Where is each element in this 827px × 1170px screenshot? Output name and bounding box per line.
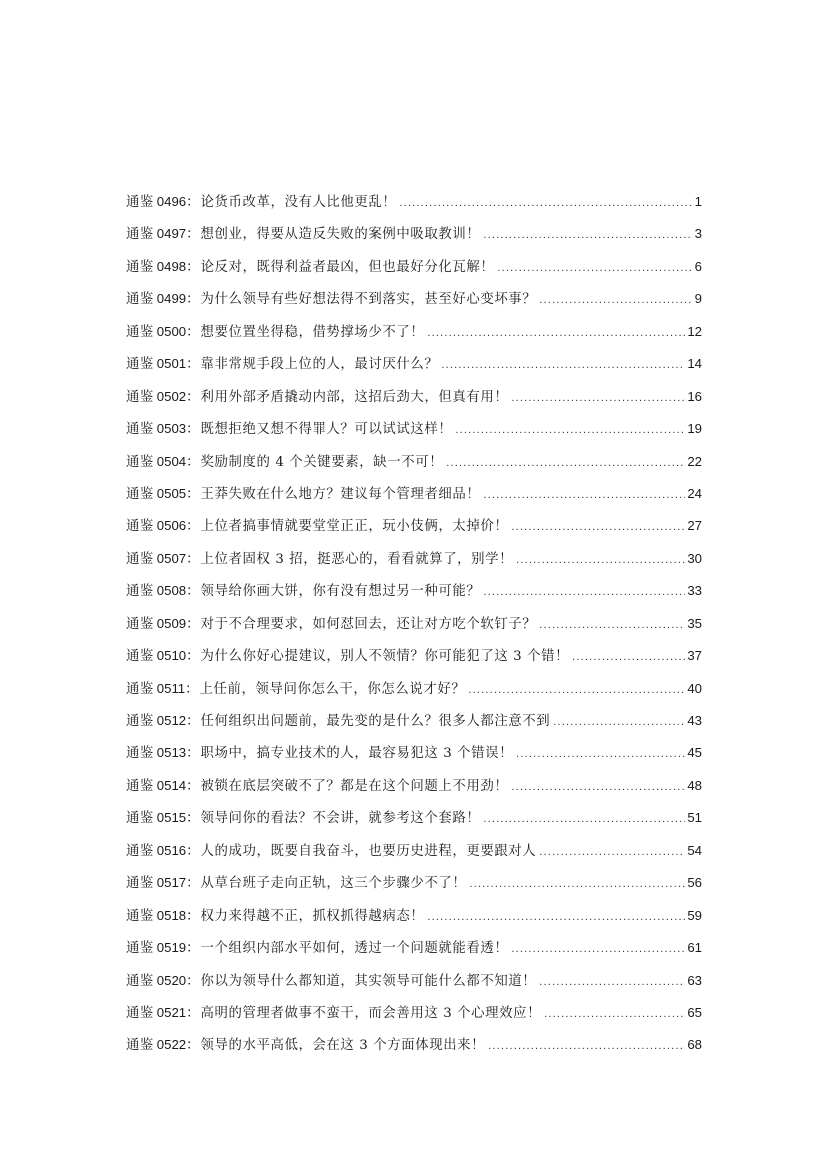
toc-entry-number: 0513	[156, 745, 187, 761]
toc-entry-title: 一个组织内部水平如何，透过一个问题就能看透！	[200, 941, 509, 957]
toc-entry-label	[126, 1029, 485, 1062]
toc-dot-leader	[572, 641, 685, 673]
toc-entry[interactable]	[126, 316, 702, 348]
toc-entry-label	[126, 348, 438, 381]
toc-entry-title: 领导的水平高低，会在这 3 个方面体现出来！	[200, 1038, 486, 1054]
toc-entry-series: 通鉴	[126, 259, 154, 275]
toc-entry-label	[126, 802, 480, 835]
toc-entry-colon: ：	[186, 486, 200, 502]
toc-entry-title: 从草台班子走向正轨，这三个步骤少不了！	[200, 876, 467, 892]
toc-entry-number: 0521	[156, 1004, 187, 1020]
toc-entry-colon: ：	[186, 584, 200, 600]
toc-entry[interactable]	[126, 705, 702, 737]
toc-dot-leader	[539, 966, 685, 998]
toc-entry-colon: ：	[186, 778, 200, 794]
toc-entry-title: 被锁在底层突破不了？都是在这个问题上不用劲！	[200, 778, 509, 794]
toc-page-number: 48	[687, 777, 702, 793]
toc-entry-label	[126, 900, 424, 933]
toc-page-number: 24	[687, 485, 702, 501]
toc-entry-label	[126, 251, 494, 284]
toc-entry-colon: ：	[186, 259, 200, 275]
toc-entry-colon: ：	[186, 973, 200, 989]
toc-entry-number: 0501	[156, 356, 187, 372]
toc-entry-series: 通鉴	[126, 746, 154, 762]
toc-dot-leader	[446, 447, 685, 479]
toc-entry-label	[126, 673, 465, 706]
toc-page-number: 1	[694, 194, 702, 209]
toc-entry-colon: ：	[186, 551, 200, 567]
toc-entry[interactable]	[126, 218, 702, 250]
toc-entry-title: 职场中，搞专业技术的人，最容易犯这 3 个错误！	[200, 746, 514, 762]
toc-page-number: 35	[687, 615, 702, 631]
toc-dot-leader	[539, 609, 685, 641]
toc-page-number: 61	[687, 940, 702, 956]
toc-dot-leader	[469, 868, 685, 900]
toc-entry-series: 通鉴	[126, 486, 154, 502]
toc-dot-leader	[468, 674, 685, 706]
toc-entry-title: 权力来得越不正，抓权抓得越病态！	[200, 908, 425, 924]
toc-dot-leader	[483, 576, 685, 608]
toc-entry-label	[126, 737, 513, 770]
toc-entry-colon: ：	[185, 681, 199, 697]
toc-entry-title: 领导问你的看法？不会讲，就参考这个套路！	[200, 811, 481, 827]
toc-entry-title: 想创业，得要从造反失败的案例中吸取教训！	[200, 227, 481, 243]
toc-entry[interactable]	[126, 575, 702, 607]
toc-entry-label	[126, 543, 513, 576]
toc-entry-label	[126, 446, 443, 479]
toc-page-number: 22	[687, 453, 702, 469]
toc-entry-title: 论反对，既得利益者最凶，但也最好分化瓦解！	[200, 259, 495, 275]
toc-entry-series: 通鉴	[126, 584, 154, 600]
toc-entry-number: 0509	[156, 615, 187, 631]
toc-entry-title: 利用外部矛盾撬动内部，这招后劲大，但真有用！	[200, 389, 509, 405]
toc-entry-number: 0496	[156, 194, 187, 209]
toc-entry-number: 0498	[156, 258, 187, 274]
toc-entry-colon: ：	[186, 292, 200, 308]
toc-entry[interactable]	[126, 478, 702, 510]
toc-entry-colon: ：	[186, 843, 200, 859]
toc-dot-leader	[511, 511, 685, 543]
toc-entry-label	[126, 478, 480, 511]
toc-entry-label	[126, 575, 480, 608]
toc-entry-series: 通鉴	[126, 778, 154, 794]
toc-entry-series: 通鉴	[126, 843, 154, 859]
toc-entry-label	[126, 283, 536, 316]
toc-entry-series: 通鉴	[126, 714, 154, 729]
toc-dot-leader	[441, 349, 685, 381]
toc-entry-title: 为什么领导有些好想法得不到落实，甚至好心变坏事？	[200, 292, 537, 308]
toc-entry[interactable]	[126, 770, 702, 802]
toc-entry[interactable]	[126, 608, 702, 640]
toc-entry-colon: ：	[186, 324, 200, 340]
toc-entry-number: 0505	[156, 485, 187, 501]
toc-entry-number: 0520	[156, 972, 187, 988]
toc-dot-leader	[399, 187, 692, 219]
toc-entry-colon: ：	[186, 908, 200, 924]
toc-entry-series: 通鉴	[126, 649, 154, 665]
toc-page-number: 14	[687, 356, 702, 372]
toc-entry[interactable]	[126, 446, 702, 478]
table-of-contents	[126, 186, 702, 1062]
toc-page-number: 59	[687, 907, 702, 923]
toc-entry-number: 0508	[156, 583, 187, 599]
toc-dot-leader	[516, 544, 685, 576]
toc-entry-series: 通鉴	[126, 616, 154, 632]
toc-entry-label	[126, 316, 424, 349]
toc-entry-number: 0517	[156, 875, 187, 891]
toc-dot-leader	[544, 998, 685, 1030]
toc-entry[interactable]	[126, 186, 702, 218]
toc-entry-title: 任何组织出问题前，最先变的是什么？很多人都注意不到	[200, 714, 551, 729]
toc-entry-label	[126, 835, 536, 868]
toc-entry-colon: ：	[186, 1005, 200, 1021]
toc-page-number: 19	[687, 421, 702, 437]
toc-entry-label	[126, 510, 508, 543]
toc-entry-number: 0503	[156, 421, 187, 437]
toc-entry-number: 0518	[156, 907, 187, 923]
toc-dot-leader	[511, 771, 685, 803]
toc-entry-label	[126, 608, 536, 641]
toc-entry-title: 靠非常规手段上位的人，最讨厌什么？	[200, 357, 439, 373]
toc-entry-title: 论货币改革，没有人比他更乱！	[200, 195, 397, 210]
toc-entry-series: 通鉴	[126, 454, 154, 470]
toc-entry-label	[126, 218, 480, 251]
toc-entry-colon: ：	[186, 714, 200, 729]
toc-entry[interactable]	[126, 932, 702, 964]
toc-entry-series: 通鉴	[126, 1005, 154, 1021]
toc-page-number: 6	[694, 258, 702, 274]
toc-entry-colon: ：	[186, 519, 200, 535]
toc-page-number: 63	[687, 972, 702, 988]
toc-dot-leader	[516, 738, 685, 770]
toc-entry-title: 你以为领导什么都知道，其实领导可能什么都不知道！	[200, 973, 537, 989]
toc-entry-colon: ：	[186, 746, 200, 762]
toc-entry-title: 为什么你好心提建议，别人不领情？你可能犯了这 3 个错！	[200, 649, 570, 665]
toc-entry-series: 通鉴	[126, 681, 154, 697]
toc-page-number: 68	[687, 1037, 702, 1053]
toc-entry[interactable]	[126, 510, 702, 542]
toc-entry[interactable]	[126, 543, 702, 575]
toc-entry[interactable]	[126, 640, 702, 672]
toc-entry-title: 上位者固权 3 招，挺恶心的，看看就算了，别学！	[200, 551, 514, 567]
toc-entry-colon: ：	[186, 941, 200, 957]
toc-entry-label	[126, 965, 536, 998]
toc-entry-colon: ：	[186, 1038, 200, 1054]
toc-entry-series: 通鉴	[126, 811, 154, 827]
toc-page-number: 54	[687, 842, 702, 858]
toc-entry-title: 既想拒绝又想不得罪人？可以试试这样！	[200, 422, 453, 438]
toc-dot-leader	[539, 284, 692, 316]
toc-entry-number: 0516	[156, 842, 187, 858]
toc-page-number: 12	[687, 323, 702, 339]
toc-page-number: 43	[687, 713, 702, 728]
toc-entry-number: 0515	[156, 810, 187, 826]
toc-entry[interactable]	[126, 348, 702, 380]
toc-entry-title: 对于不合理要求，如何怼回去，还让对方吃个软钉子？	[200, 616, 537, 632]
toc-page-number: 65	[687, 1004, 702, 1020]
toc-entry-series: 通鉴	[126, 422, 154, 438]
toc-entry-label	[126, 186, 396, 219]
toc-entry-colon: ：	[186, 811, 200, 827]
toc-entry-colon: ：	[186, 616, 200, 632]
toc-entry-number: 0522	[156, 1037, 187, 1053]
toc-entry-number: 0502	[156, 388, 187, 404]
toc-entry[interactable]	[126, 737, 702, 769]
toc-entry-number: 0514	[156, 777, 187, 793]
toc-entry[interactable]	[126, 867, 702, 899]
toc-entry-colon: ：	[186, 195, 200, 210]
toc-entry-number: 0519	[156, 940, 187, 956]
toc-entry-colon: ：	[186, 649, 200, 665]
toc-entry-series: 通鉴	[126, 357, 154, 373]
toc-entry-series: 通鉴	[126, 324, 154, 340]
toc-entry[interactable]	[126, 283, 702, 315]
toc-page-number: 16	[687, 388, 702, 404]
toc-entry-title: 领导给你画大饼，你有没有想过另一种可能？	[200, 584, 481, 600]
toc-entry[interactable]	[126, 997, 702, 1029]
toc-entry[interactable]	[126, 673, 702, 705]
toc-entry-label	[126, 997, 541, 1030]
toc-entry-colon: ：	[186, 357, 200, 373]
toc-entry-colon: ：	[186, 876, 200, 892]
toc-entry-label	[126, 640, 569, 673]
toc-entry-series: 通鉴	[126, 227, 154, 243]
toc-entry-title: 高明的管理者做事不蛮干，而会善用这 3 个心理效应！	[200, 1005, 542, 1021]
toc-entry-series: 通鉴	[126, 941, 154, 957]
toc-entry-title: 上位者搞事情就要堂堂正正，玩小伎俩，太掉价！	[200, 519, 509, 535]
toc-dot-leader	[483, 479, 685, 511]
toc-entry[interactable]	[126, 802, 702, 834]
toc-page-number: 33	[687, 583, 702, 599]
toc-entry-series: 通鉴	[126, 195, 154, 210]
toc-entry-title: 人的成功，既要自我奋斗，也要历史进程，更要跟对人	[200, 843, 537, 859]
toc-entry-label	[126, 770, 508, 803]
toc-entry[interactable]	[126, 413, 702, 445]
toc-dot-leader	[553, 706, 685, 738]
toc-entry[interactable]	[126, 381, 702, 413]
toc-entry-series: 通鉴	[126, 973, 154, 989]
toc-dot-leader	[427, 317, 685, 349]
toc-entry-number: 0512	[156, 713, 187, 728]
toc-page-number: 3	[694, 226, 702, 242]
toc-entry-number: 0506	[156, 518, 187, 534]
toc-entry-number: 0499	[156, 291, 187, 307]
toc-entry[interactable]	[126, 965, 702, 997]
toc-page-number: 56	[687, 875, 702, 891]
toc-entry-series: 通鉴	[126, 519, 154, 535]
toc-entry[interactable]	[126, 1029, 702, 1061]
toc-dot-leader	[455, 414, 685, 446]
toc-entry-colon: ：	[186, 422, 200, 438]
toc-entry[interactable]	[126, 835, 702, 867]
toc-entry-title: 上任前，领导问你怎么干，你怎么说才好？	[199, 681, 466, 697]
toc-entry-title: 王莽失败在什么地方？建议每个管理者细品！	[200, 486, 481, 502]
toc-entry-label	[126, 867, 466, 900]
toc-entry-series: 通鉴	[126, 876, 154, 892]
toc-page-number: 27	[687, 518, 702, 534]
toc-entry[interactable]	[126, 251, 702, 283]
toc-dot-leader	[539, 836, 685, 868]
toc-page-number: 45	[687, 745, 702, 761]
toc-entry-colon: ：	[186, 454, 200, 470]
toc-entry-series: 通鉴	[126, 551, 154, 567]
toc-dot-leader	[488, 1030, 685, 1062]
toc-entry-number: 0507	[156, 550, 187, 566]
toc-entry-series: 通鉴	[126, 1038, 154, 1054]
toc-page-number: 37	[687, 648, 702, 664]
toc-entry-title: 奖励制度的 4 个关键要素，缺一不可！	[200, 454, 444, 470]
toc-entry-number: 0500	[156, 323, 187, 339]
toc-entry-number: 0497	[156, 226, 187, 242]
toc-entry-series: 通鉴	[126, 389, 154, 405]
toc-dot-leader	[483, 219, 692, 251]
toc-entry-colon: ：	[186, 227, 200, 243]
toc-entry-label	[126, 413, 452, 446]
toc-entry[interactable]	[126, 900, 702, 932]
toc-entry-label	[126, 705, 550, 738]
toc-entry-label	[126, 932, 508, 965]
toc-entry-number: 0511	[156, 680, 186, 696]
toc-page-number: 30	[687, 550, 702, 566]
toc-dot-leader	[483, 803, 685, 835]
toc-dot-leader	[511, 933, 685, 965]
toc-entry-number: 0510	[156, 648, 187, 664]
toc-entry-title: 想要位置坐得稳，借势撑场少不了！	[200, 324, 425, 340]
toc-page-number: 9	[694, 291, 702, 307]
toc-dot-leader	[497, 252, 692, 284]
toc-entry-series: 通鉴	[126, 292, 154, 308]
toc-dot-leader	[511, 382, 685, 414]
toc-entry-label	[126, 381, 508, 414]
toc-page-number: 40	[687, 680, 702, 696]
toc-page-number: 51	[687, 810, 702, 826]
toc-dot-leader	[427, 901, 685, 933]
toc-entry-colon: ：	[186, 389, 200, 405]
toc-entry-series: 通鉴	[126, 908, 154, 924]
toc-entry-number: 0504	[156, 453, 187, 469]
